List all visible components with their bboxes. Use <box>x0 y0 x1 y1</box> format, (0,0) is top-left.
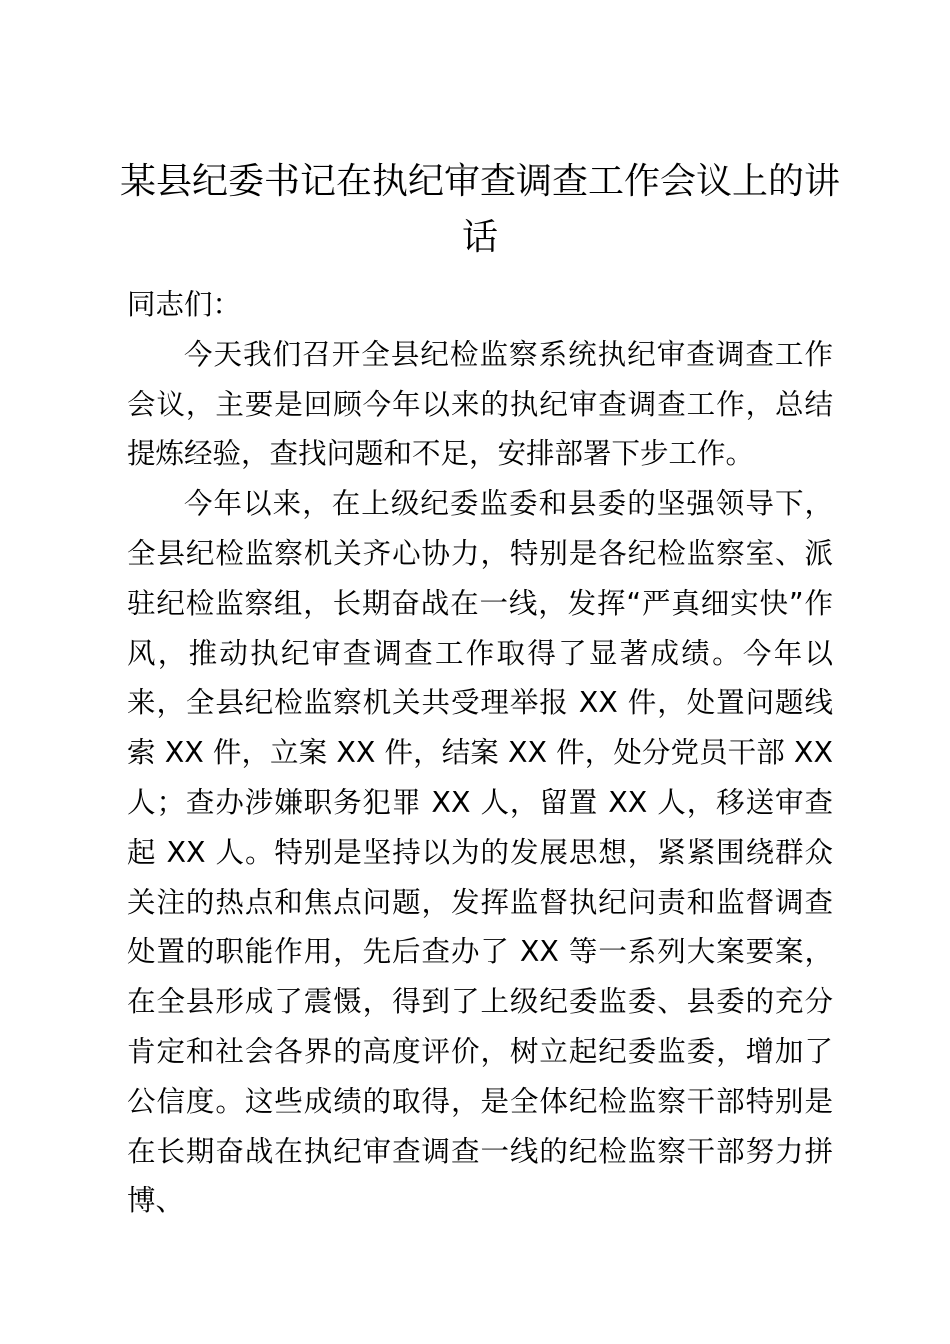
document-title: 某县纪委书记在执纪审查调查工作会议上的讲话 <box>119 161 840 258</box>
paragraph-1: 今天我们召开全县纪检监察系统执纪审查调查工作会议，主要是回顾今年以来的执纪审查调查工作，总结提炼经验，查找问题和不足，安排部署下步工作。 <box>127 337 833 471</box>
paragraph-2: 今年以来，在上级纪委监委和县委的坚强领导下，全县纪检监察机关齐心协力，特别是各纪检监察室、派驻纪检监察组，长期奋战在一线，发挥“严真细实快”作风，推动执纪审查调查工作取得了显著成绩。今年以来，全县纪检监察机关共受理举报 XX 件，处置问题线索 XX 件，立案 XX 件，结案 XX 件，处分党员干部 XX 人；查办涉嫌职务犯罪 XX 人，留置 XX 人，移送审查起 XX 人。特别是坚持以为的发展思想，紧紧围绕群众关注的热点和焦点问题，发挥监督执纪问责和监督调查处置的职能作用，先后查办了 XX 等一系列大案要案，在全县形成了震慑，得到了上级纪委监委、县委的充分肯定和社会各界的高度评价，树立起纪委监委，增加了公信度。这些成绩的取得，是全体纪检监察干部特别是在长期奋战在执纪审查调查一线的纪检监察干部努力拼博、 <box>127 487 833 1218</box>
salutation: 同志们： <box>127 288 242 321</box>
document-body <box>127 280 833 1226</box>
